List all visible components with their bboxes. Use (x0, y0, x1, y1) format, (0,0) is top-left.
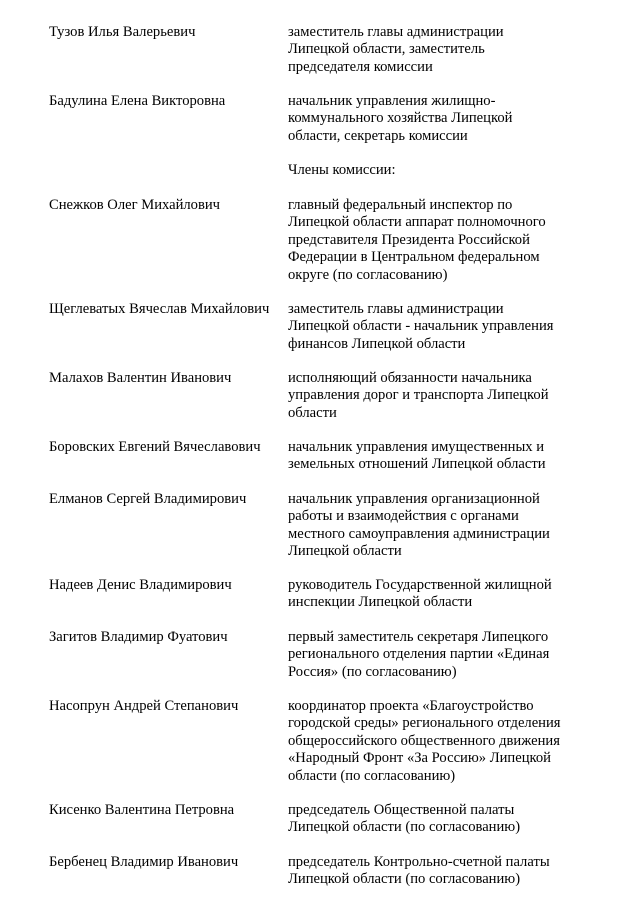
person-name: Тузов Илья Валерьевич (49, 24, 196, 40)
role-line: Липецкой области аппарат полномочного (288, 214, 546, 231)
person-name: Надеев Денис Владимирович (49, 577, 232, 593)
role-line: Липецкой области, заместитель (288, 41, 485, 58)
person-name: Щеглеватых Вячеслав Михайлович (49, 301, 270, 317)
person-role (288, 698, 588, 785)
role-line: Липецкой области (288, 543, 402, 560)
person-role (288, 439, 588, 474)
person-role (288, 93, 588, 145)
person-role (288, 24, 588, 76)
role-line: начальник управления имущественных и (288, 439, 545, 455)
role-line: работы и взаимодействия с органами (288, 508, 519, 525)
members-section-heading: Члены комиссии: (288, 162, 396, 178)
person-role (288, 301, 588, 353)
role-line: управления дорог и транспорта Липецкой (288, 387, 549, 404)
role-line: «Народный Фронт «За Россию» Липецкой (288, 750, 551, 767)
role-line: общероссийского общественного движения (288, 732, 560, 749)
person-role (288, 577, 588, 612)
role-line: инспекции Липецкой области (288, 594, 473, 611)
role-line: заместитель главы администрации (288, 301, 504, 317)
role-line: местного самоуправления администрации (288, 525, 550, 542)
role-line: области, секретарь комиссии (288, 127, 468, 144)
person-role (288, 370, 588, 422)
role-line: руководитель Государственной жилищной (288, 577, 552, 593)
role-line: области (по согласованию) (288, 767, 456, 784)
role-line: председателя комиссии (288, 58, 433, 75)
role-line: городской среды» регионального отделения (288, 715, 561, 732)
role-line: исполняющий обязанности начальника (288, 370, 532, 386)
person-name: Загитов Владимир Фуатович (49, 629, 228, 645)
role-line: Россия» (по согласованию) (288, 663, 457, 680)
person-name: Кисенко Валентина Петровна (49, 802, 235, 818)
role-line: Федерации в Центральном федеральном (288, 249, 540, 266)
role-line: председатель Контрольно-счетной палаты (288, 854, 550, 870)
role-line: Липецкой области (по согласованию) (288, 819, 521, 836)
person-name: Бербенец Владимир Иванович (49, 854, 239, 870)
role-line: округе (по согласованию) (288, 266, 448, 283)
role-line: Липецкой области - начальник управления (288, 318, 554, 335)
person-role (288, 854, 588, 889)
role-line: земельных отношений Липецкой области (288, 456, 546, 473)
role-line: регионального отделения партии «Единая (288, 646, 550, 663)
person-name: Елманов Сергей Владимирович (49, 491, 247, 507)
role-line: первый заместитель секретаря Липецкого (288, 629, 549, 645)
person-role (288, 629, 588, 681)
role-line: координатор проекта «Благоустройство (288, 698, 534, 714)
role-line: главный федеральный инспектор по (288, 197, 513, 213)
person-name: Боровских Евгений Вячеславович (49, 439, 261, 455)
person-role (288, 802, 588, 837)
role-line: заместитель главы администрации (288, 24, 504, 40)
role-line: начальник управления жилищно- (288, 93, 496, 109)
role-line: начальник управления организационной (288, 491, 540, 507)
person-role (288, 491, 588, 561)
role-line: Липецкой области (по согласованию) (288, 871, 521, 888)
person-name: Малахов Валентин Иванович (49, 370, 232, 386)
role-line: представителя Президента Российской (288, 231, 530, 248)
person-name: Насопрун Андрей Степанович (49, 698, 239, 714)
role-line: области (288, 404, 337, 421)
role-line: финансов Липецкой области (288, 335, 466, 352)
person-name: Бадулина Елена Викторовна (49, 93, 226, 109)
role-line: коммунального хозяйства Липецкой (288, 110, 513, 127)
person-name: Снежков Олег Михайлович (49, 197, 221, 213)
role-line: председатель Общественной палаты (288, 802, 515, 818)
person-role (288, 197, 588, 284)
